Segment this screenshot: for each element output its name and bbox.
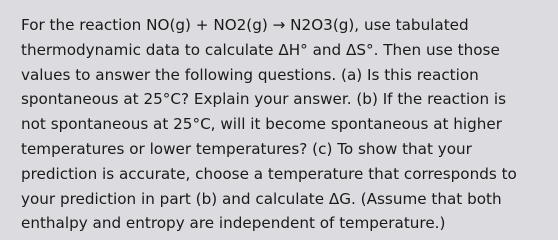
question-line: your prediction in part (b) and calculate ΔG. (Assume that both <box>21 189 502 208</box>
question-text <box>21 13 551 236</box>
question-line: prediction is accurate, choose a temperature that corresponds to <box>21 164 517 183</box>
question-line: thermodynamic data to calculate ΔH° and ΔS°. Then use those <box>21 40 500 59</box>
question-line: For the reaction NO(g) + NO2(g) → N2O3(g), use tabulated <box>21 16 469 34</box>
question-line: values to answer the following questions. (a) Is this reaction <box>21 65 479 84</box>
question-line: not spontaneous at 25°C, will it become spontaneous at higher <box>21 115 502 134</box>
question-line: spontaneous at 25°C? Explain your answer. (b) If the reaction is <box>21 90 507 109</box>
question-line: enthalpy and entropy are independent of temperature.) <box>21 214 446 233</box>
question-line: temperatures or lower temperatures? (c) To show that your <box>21 139 472 158</box>
